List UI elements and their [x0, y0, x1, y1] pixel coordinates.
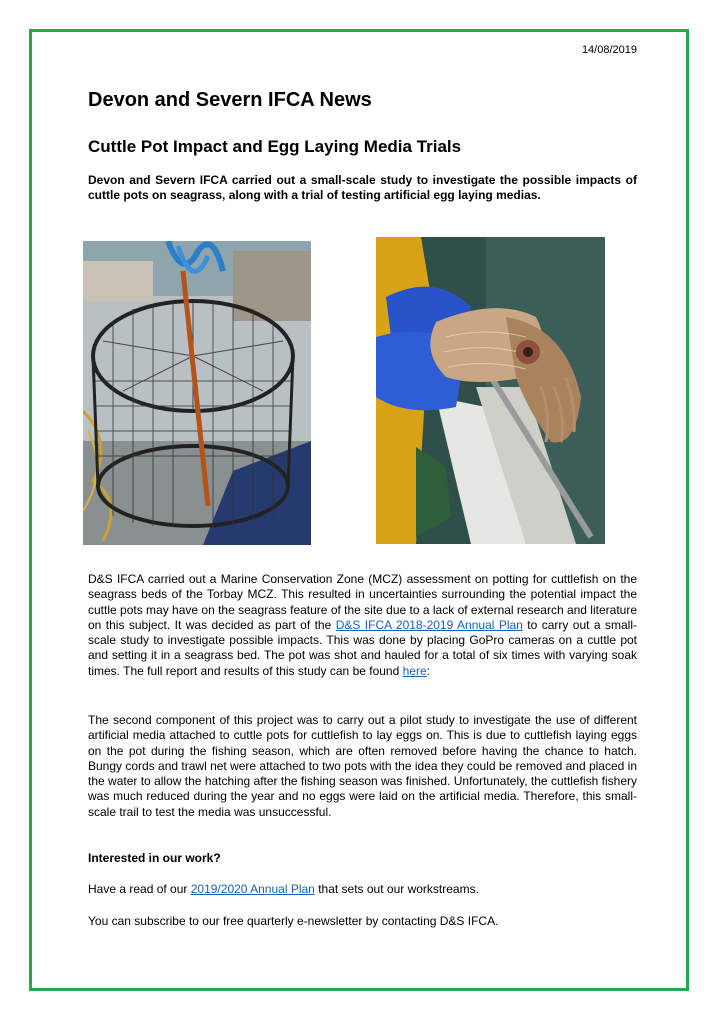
body-paragraph-3: Have a read of our 2019/2020 Annual Plan that sets out our workstreams. — [88, 882, 479, 896]
article-title: Cuttle Pot Impact and Egg Laying Media Trials — [88, 137, 462, 156]
full-report-link[interactable]: here — [402, 663, 427, 678]
annual-plan-2018-link[interactable]: D&S IFCA 2018-2019 Annual Plan — [335, 617, 523, 632]
cuttle-pot-photo — [83, 241, 311, 545]
interested-heading: Interested in our work? — [88, 851, 221, 865]
date: 14/08/2019 — [581, 44, 637, 56]
cuttlefish-photo — [376, 237, 605, 544]
annual-plan-2019-link[interactable]: 2019/2020 Annual Plan — [190, 882, 315, 896]
body-paragraph-2: The second component of this project was to carry out a pilot study to investigate the use of different artificial media attached to cuttle pots for cuttlefish to lay eggs on. This is due to cuttlefish laying eggs on the pot during the fishing season, which are often removed before having the chance to hatch. Bungy cords and trawl net were attached to two pots with the idea they could be removed and placed in the water to allow the hatching after the fishing season was finished. Unfortunately, the cuttlefish fishery was much reduced during the year and no eggs were laid on the artificial media. Therefore, this small-scale trail to test the media was unsuccessful. — [88, 713, 637, 819]
article-lead: Devon and Severn IFCA carried out a small-scale study to investigate the possible impacts of cuttle pots on seagrass, along with a trial of testing artificial egg laying medias. — [88, 173, 637, 202]
body-paragraph-4: You can subscribe to our free quarterly e-newsletter by contacting D&S IFCA. — [88, 914, 499, 928]
page-title: Devon and Severn IFCA News — [88, 89, 372, 111]
body-paragraph-1: D&S IFCA carried out a Marine Conservation Zone (MCZ) assessment on potting for cuttlefish on the seagrass beds of the Torbay MCZ. This resulted in uncertainties surrounding the potential impact the cuttle pots may have on the seagrass feature of the site due to a lack of external research and literature on this subject. It was decided as part of the D&S IFCA 2018-2019 Annual Plan to carry out a small-scale study to investigate possible impacts. This was done by placing GoPro cameras on a cuttle pot and setting it in a seagrass bed. The pot was shot and hauled for a total of six times with varying soak times. The full report and results of this study can be found here: — [88, 572, 638, 678]
